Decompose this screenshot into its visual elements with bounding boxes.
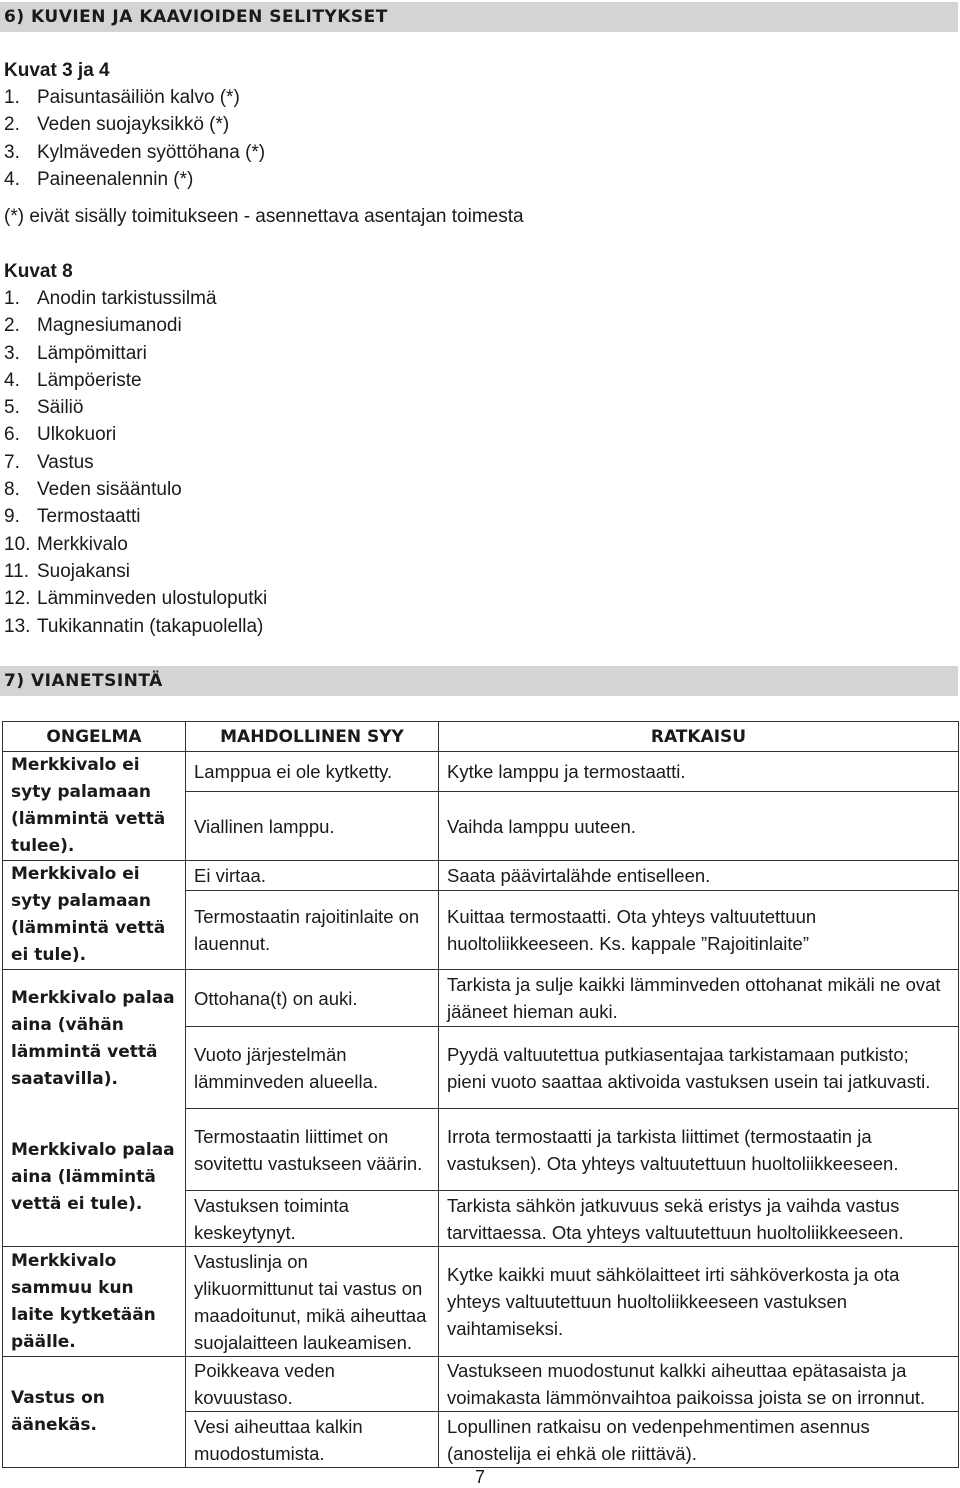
legend-item: 11. Suojakansi bbox=[4, 560, 130, 582]
table-row bbox=[3, 752, 959, 792]
legend-item: 2. Veden suojayksikkö (*) bbox=[4, 114, 230, 136]
solution-cell: Tarkista sähkön jatkuvuus sekä eristys ja vaihda vastus tarvittaessa. Ota yhteys valtuutettuun huoltoliikkeeseen. bbox=[439, 1191, 959, 1247]
problem-cell: Vastus on äänekäs. bbox=[3, 1357, 186, 1468]
cause-cell: Lamppua ei ole kytketty. bbox=[186, 752, 439, 792]
solution-cell: Kytke kaikki muut sähkölaitteet irti sähköverkosta ja ota yhteys valtuutettuun huoltoliikkeeseen vastuksen vaihtamiseksi. bbox=[439, 1247, 959, 1357]
legend-item: 4. Lämpöeriste bbox=[4, 369, 142, 391]
cause-cell: Ottohana(t) on auki. bbox=[186, 970, 439, 1027]
legend-item: 5. Säiliö bbox=[4, 397, 84, 419]
solution-cell: Lopullinen ratkaisu on vedenpehmentimen asennus (anostelija ei ehkä ole riittävä). bbox=[439, 1412, 959, 1468]
legend-item: 1. Paisuntasäiliön kalvo (*) bbox=[4, 87, 240, 108]
cause-cell: Vesi aiheuttaa kalkin muodostumista. bbox=[186, 1412, 439, 1468]
table-row bbox=[3, 1247, 959, 1357]
cause-cell: Vastuslinja on ylikuormittunut tai vastus on maadoitunut, mikä aiheuttaa suojalaitteen laukeamisen. bbox=[186, 1247, 439, 1357]
table-row bbox=[3, 1109, 959, 1191]
header-cause: MAHDOLLINEN SYY bbox=[186, 722, 439, 752]
legend-item: 12. Lämminveden ulostuloputki bbox=[4, 588, 268, 610]
cause-cell: Vastuksen toiminta keskeytynyt. bbox=[186, 1191, 439, 1247]
cause-cell: Viallinen lamppu. bbox=[186, 792, 439, 861]
table-row bbox=[3, 1357, 959, 1412]
legend-item: 3. Kylmäveden syöttöhana (*) bbox=[4, 141, 266, 163]
problem-cell: Merkkivalo palaa aina (lämmintä vettä ei tule). bbox=[3, 1109, 186, 1247]
legend-title: Kuvat 3 ja 4 bbox=[4, 60, 110, 81]
solution-cell: Pyydä valtuutettua putkiasentajaa tarkistamaan putkisto; pieni vuoto saattaa aktivoida vastuksen usein tai jatkuvasti. bbox=[439, 1027, 959, 1109]
legend-item: 1. Anodin tarkistussilmä bbox=[4, 288, 217, 309]
legend-item: 9. Termostaatti bbox=[4, 506, 141, 528]
section-header-explanations: 6) KUVIEN JA KAAVIOIDEN SELITYKSET bbox=[0, 2, 958, 32]
solution-cell: Tarkista ja sulje kaikki lämminveden ottohanat mikäli ne ovat jääneet hieman auki. bbox=[439, 970, 959, 1027]
page-number: 7 bbox=[474, 1467, 485, 1487]
figure-legend-3-4 bbox=[4, 57, 265, 193]
problem-cell: Merkkivalo ei syty palamaan (lämmintä vettä ei tule). bbox=[3, 861, 186, 970]
legend-item: 6. Ulkokuori bbox=[4, 424, 117, 446]
table-row bbox=[3, 970, 959, 1027]
cause-cell: Termostaatin liittimet on sovitettu vastukseen väärin. bbox=[186, 1109, 439, 1191]
section-header-troubleshooting: 7) VIANETSINTÄ bbox=[0, 666, 958, 696]
cause-cell: Termostaatin rajoitinlaite on lauennut. bbox=[186, 890, 439, 969]
solution-cell: Kytke lamppu ja termostaatti. bbox=[439, 752, 959, 792]
legend-item: 2. Magnesiumanodi bbox=[4, 315, 182, 337]
problem-cell: Merkkivalo sammuu kun laite kytketään päälle. bbox=[3, 1247, 186, 1357]
table-row bbox=[3, 861, 959, 891]
header-solution: RATKAISU bbox=[439, 722, 959, 752]
solution-cell: Irrota termostaatti ja tarkista liittimet (termostaatin ja vastuksen). Ota yhteys valtuutettuun huoltoliikkeeseen. bbox=[439, 1109, 959, 1191]
legend-item: 3. Lämpömittari bbox=[4, 342, 147, 364]
problem-cell: Merkkivalo ei syty palamaan (lämmintä vettä tulee). bbox=[3, 752, 186, 861]
solution-cell: Kuittaa termostaatti. Ota yhteys valtuutettuun huoltoliikkeeseen. Ks. kappale ”Rajoitinlaite” bbox=[439, 890, 959, 969]
problem-cell: Merkkivalo palaa aina (vähän lämmintä vettä saatavilla). bbox=[3, 970, 186, 1109]
legend-item: 8. Veden sisääntulo bbox=[4, 479, 182, 501]
solution-cell: Vaihda lamppu uuteen. bbox=[439, 792, 959, 861]
cause-cell: Ei virtaa. bbox=[186, 861, 439, 891]
legend-item: 10. Merkkivalo bbox=[4, 533, 128, 555]
legend-item: 4. Paineenalennin (*) bbox=[4, 168, 194, 190]
figure-legend-8 bbox=[4, 258, 267, 640]
legend-item: 7. Vastus bbox=[4, 451, 94, 473]
cause-cell: Poikkeava veden kovuustaso. bbox=[186, 1357, 439, 1412]
table-header-row bbox=[3, 722, 959, 752]
legend-title: Kuvat 8 bbox=[4, 261, 73, 282]
header-problem: ONGELMA bbox=[3, 722, 186, 752]
solution-cell: Saata päävirtalähde entiselleen. bbox=[439, 861, 959, 891]
cause-cell: Vuoto järjestelmän lämminveden alueella. bbox=[186, 1027, 439, 1109]
installation-note: (*) eivät sisälly toimitukseen - asennettava asentajan toimesta bbox=[4, 206, 524, 227]
solution-cell: Vastukseen muodostunut kalkki aiheuttaa epätasaista ja voimakasta lämmönvaihtoa paikoissa joista se on irronnut. bbox=[439, 1357, 959, 1412]
legend-item: 13. Tukikannatin (takapuolella) bbox=[4, 615, 264, 637]
troubleshooting-table bbox=[2, 721, 959, 1468]
